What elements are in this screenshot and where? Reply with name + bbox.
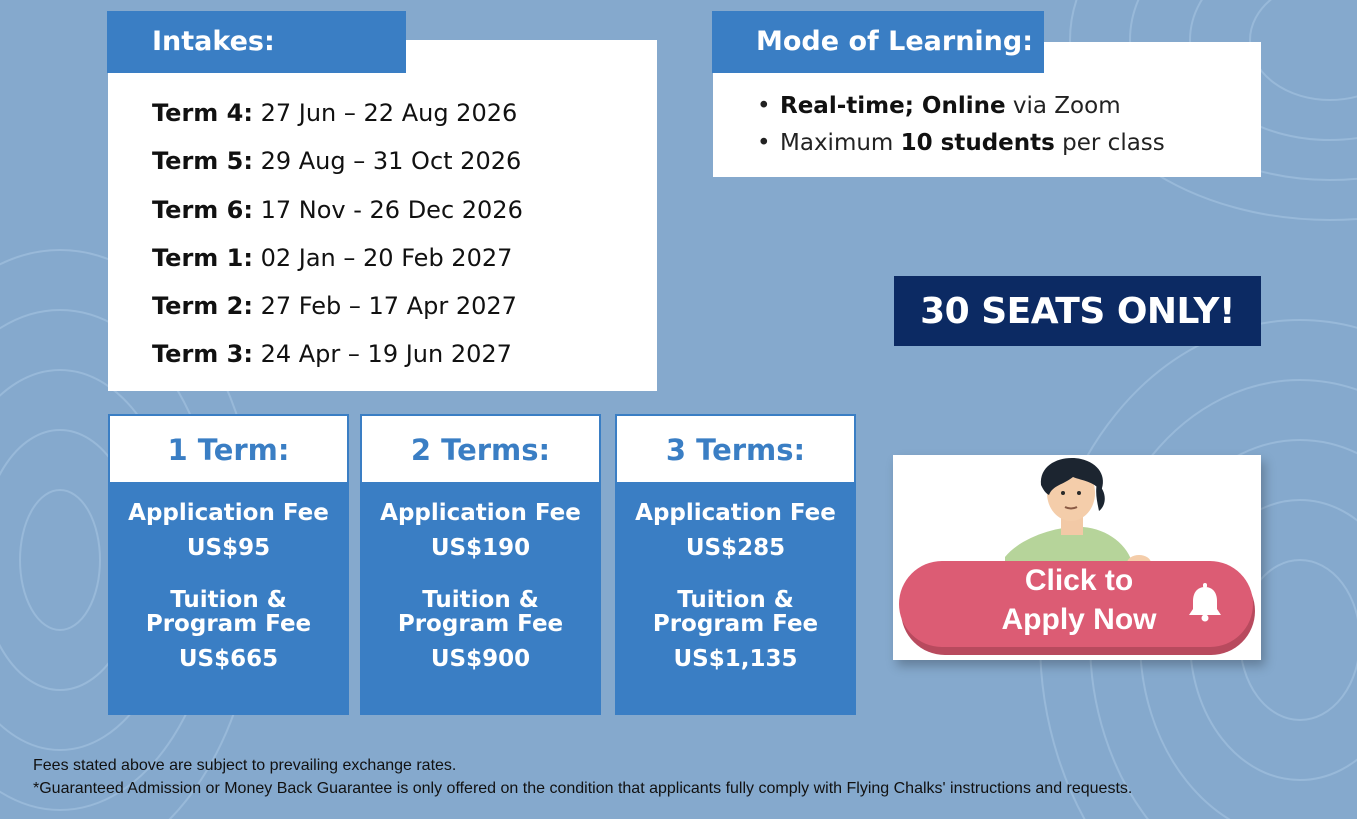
seats-badge: 30 SEATS ONLY! bbox=[894, 276, 1261, 346]
term-label: Term 5: bbox=[152, 147, 253, 176]
term-dates: 17 Nov - 26 Dec 2026 bbox=[252, 195, 523, 224]
mode-item-online bbox=[757, 90, 1165, 127]
term-label: Term 6: bbox=[152, 195, 253, 224]
application-fee-label: Application Fee bbox=[635, 500, 836, 526]
term-label: Term 1: bbox=[152, 243, 253, 272]
mode-of-learning-title: Mode of Learning: bbox=[712, 11, 1044, 73]
term-label: Term 3: bbox=[152, 340, 253, 369]
application-fee-amount: US$190 bbox=[430, 535, 531, 561]
term-label: Term 4: bbox=[152, 99, 253, 127]
intake-item bbox=[152, 94, 523, 142]
apply-label-line2: Apply Now bbox=[1001, 603, 1157, 636]
tuition-fee-amount: US$665 bbox=[178, 646, 279, 672]
mode-text: per class bbox=[1054, 130, 1165, 156]
mode-text: Maximum bbox=[780, 130, 901, 156]
intakes-list bbox=[152, 94, 523, 384]
term-dates: 27 Feb – 17 Apr 2027 bbox=[252, 292, 517, 321]
application-fee-amount: US$95 bbox=[186, 535, 271, 561]
fee-card-3-terms bbox=[615, 414, 856, 715]
tuition-fee-label-line2: Program Fee bbox=[652, 611, 819, 637]
term-dates: 27 Jun – 22 Aug 2026 bbox=[252, 99, 518, 127]
application-fee-amount: US$285 bbox=[685, 535, 786, 561]
fee-card-2-terms bbox=[360, 414, 601, 715]
mode-highlight: Real-time; Online bbox=[780, 93, 1006, 119]
fee-card-1-term bbox=[108, 414, 349, 715]
fee-card-title: 3 Terms: bbox=[617, 416, 854, 482]
term-label: Term 2: bbox=[152, 292, 253, 321]
term-dates: 29 Aug – 31 Oct 2026 bbox=[252, 147, 522, 176]
tuition-fee-label-line1: Tuition & bbox=[422, 587, 539, 613]
intake-item bbox=[152, 287, 523, 335]
intake-item bbox=[152, 191, 523, 239]
tuition-fee-amount: US$900 bbox=[430, 646, 531, 672]
fee-card-title: 1 Term: bbox=[110, 416, 347, 482]
exchange-rate-note: Fees stated above are subject to prevailing exchange rates. bbox=[33, 757, 457, 774]
tuition-fee-label-line1: Tuition & bbox=[677, 587, 794, 613]
bullet-icon: • bbox=[757, 93, 771, 119]
tuition-fee-amount: US$1,135 bbox=[673, 646, 798, 672]
bullet-icon: • bbox=[757, 130, 771, 156]
intake-item bbox=[152, 335, 523, 383]
tuition-fee-label-line2: Program Fee bbox=[145, 611, 312, 637]
fee-card-title: 2 Terms: bbox=[362, 416, 599, 482]
tuition-fee-label-line2: Program Fee bbox=[397, 611, 564, 637]
application-fee-label: Application Fee bbox=[128, 500, 329, 526]
term-dates: 24 Apr – 19 Jun 2027 bbox=[252, 340, 512, 369]
apply-now-label bbox=[989, 561, 1169, 639]
tuition-fee-label-line1: Tuition & bbox=[170, 587, 287, 613]
apply-label-line1: Click to bbox=[1024, 564, 1134, 597]
mode-text: via Zoom bbox=[1005, 93, 1121, 119]
intake-item bbox=[152, 239, 523, 287]
mode-of-learning-list bbox=[757, 90, 1165, 164]
apply-now-button[interactable] bbox=[893, 455, 1261, 660]
mode-highlight: 10 students bbox=[900, 130, 1055, 156]
mode-item-class-size bbox=[757, 127, 1165, 164]
application-fee-label: Application Fee bbox=[380, 500, 581, 526]
intakes-title: Intakes: bbox=[107, 11, 406, 73]
intake-item bbox=[152, 142, 523, 190]
guarantee-note: *Guaranteed Admission or Money Back Guarantee is only offered on the condition that applicants fully comply with Flying Chalks' instructions and requests. bbox=[33, 780, 1133, 797]
term-dates: 02 Jan – 20 Feb 2027 bbox=[252, 243, 513, 272]
